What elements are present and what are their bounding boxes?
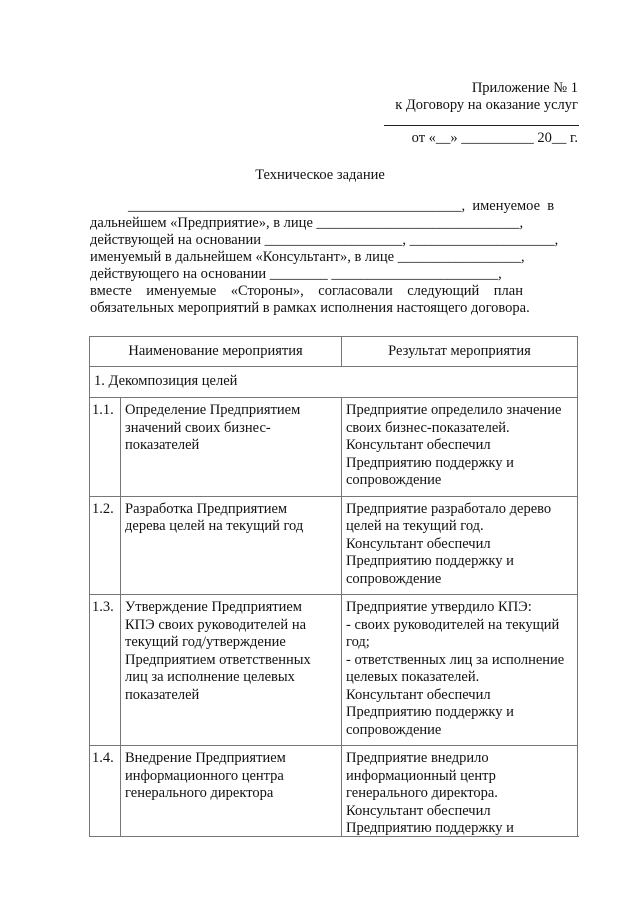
activity-result-line: Консультант обеспечил [346,535,491,552]
activity-name [121,398,342,497]
activity-name-line: показателей [125,686,200,703]
activity-name-line: Утверждение Предприятием [125,599,302,615]
activity-result [342,746,578,845]
activity-name-line: Внедрение Предприятием [125,750,286,766]
activity-name-line: текущий год/утверждение [125,634,286,650]
row-number: 1.3. [90,595,121,746]
section-row [90,367,578,398]
activity-result [342,496,578,595]
activity-result-line: - ответственных лиц за исполнение [346,651,565,668]
table-row [90,496,578,595]
table-row [90,595,578,746]
activity-result-line: информационный центр [346,767,496,784]
activity-result-line: Предприятие разработало дерево [346,500,552,517]
activity-name [121,496,342,595]
activity-result-line: целевых показателей. [346,669,480,685]
activity-name-line: генерального директора [125,785,274,801]
activity-result-line: Консультант обеспечил [346,437,491,453]
activity-result [342,595,578,746]
table-header-row [90,337,578,367]
row-number: 1.4. [90,746,121,845]
header-activity-name: Наименование мероприятия [90,337,342,367]
activity-result-line: Предприятие утвердило КПЭ: [346,599,532,615]
activity-name [121,746,342,845]
activity-result-line: Предприятию поддержку и [346,820,514,836]
activity-result-line: Предприятие внедрило [346,750,489,766]
activity-name-line: информационного центра [125,767,284,784]
intro-line-3: действующей на основании ___________________, ____________________, [90,232,559,248]
activity-result-line: своих бизнес-показателей. [346,419,510,436]
date-line: от «__» __________ 20__ г. [411,130,578,146]
activity-name-line: Предприятием ответственных [125,651,311,668]
intro-line-7: обязательных мероприятий в рамках исполнения настоящего договора. [90,300,530,316]
table-row [90,746,578,845]
signature-line [384,125,579,126]
activity-name-line: Разработка Предприятием [125,500,288,517]
activity-result-line: Консультант обеспечил [346,802,491,819]
intro-line-1: ______________________________________________, именуемое в [128,198,555,214]
intro-line-6: вместе именуемые «Стороны», согласовали следующий план [90,283,523,299]
activity-result-line: год; [346,634,370,650]
appendix-title: Приложение № 1 [471,80,578,96]
document-title: Техническое задание [255,167,385,183]
activity-result-line: целей на текущий год. [346,518,484,534]
activity-result-line: - своих руководителей на текущий [346,616,560,633]
activity-result-line: сопровождение [346,721,442,738]
activity-result [342,398,578,497]
activity-result-line: Предприятию поддержку и [346,454,514,471]
activity-result-line: Предприятие определило значение [346,402,562,418]
activity-name-line: дерева целей на текущий год [125,518,304,534]
activity-name-line: показателей [125,437,200,453]
intro-line-4: именуемый в дальнейшем «Консультант», в лице _________________, [90,249,525,265]
activity-result-line: сопровождение [346,570,442,587]
activity-result-line: Предприятию поддержку и [346,553,514,569]
page-bottom-margin [0,836,640,905]
activity-result-line: сопровождение [346,472,442,488]
activities-table [89,336,578,845]
activity-result-line: Предприятию поддержку и [346,704,514,720]
intro-line-5: действующего на основании ________ _______________________, [90,266,502,282]
intro-line-2: дальнейшем «Предприятие», в лице ____________________________, [90,215,524,231]
activity-name-line: лиц за исполнение целевых [125,669,295,685]
header-activity-result: Результат мероприятия [342,337,578,367]
activity-name-line: КПЭ своих руководителей на [125,616,307,633]
activity-result-line: генерального директора. [346,785,498,801]
row-number: 1.1. [90,398,121,497]
section-title: 1. Декомпозиция целей [90,367,578,398]
activity-name-line: Определение Предприятием [125,402,301,418]
activity-name [121,595,342,746]
row-number: 1.2. [90,496,121,595]
appendix-subtitle: к Договору на оказание услуг [395,97,578,113]
table-bottom-border [89,836,579,837]
table-row [90,398,578,497]
activity-name-line: значений своих бизнес- [125,419,271,436]
activity-result-line: Консультант обеспечил [346,686,491,703]
